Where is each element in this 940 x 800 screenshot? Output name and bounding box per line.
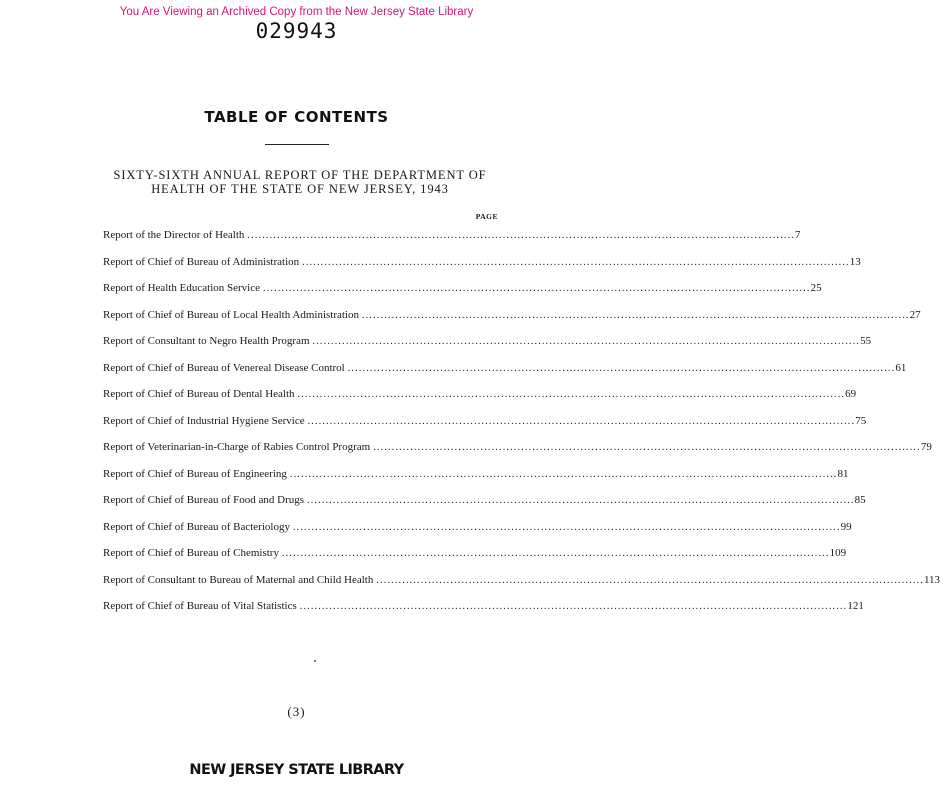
toc-entry (103, 328, 872, 355)
page-title: TABLE OF CONTENTS (204, 108, 389, 126)
toc-entry-page: 75 (855, 414, 867, 427)
toc-entry-label: Report of Chief of Bureau of Chemistry (103, 547, 279, 559)
toc-entry-label: Report of Veterinarian-in-Charge of Rabies Control Program (103, 441, 371, 453)
toc-entry (103, 461, 849, 488)
toc-entry-page: 13 (849, 255, 861, 268)
toc-entry (103, 355, 907, 382)
report-heading (95, 168, 505, 196)
toc-entry-page: 69 (845, 388, 857, 400)
toc-entry (103, 593, 864, 620)
accession-stamp: 029943 (255, 19, 338, 43)
dot-leader: .................................................................................................................................................... (373, 442, 921, 453)
toc-entry (103, 487, 866, 514)
toc-entry-page: 85 (854, 494, 866, 506)
dot-leader: .................................................................................................................................................... (247, 230, 796, 241)
toc-entry (103, 408, 867, 435)
dot-leader: .................................................................................................................................................... (362, 309, 910, 321)
dot-leader: .................................................................................................................................................... (307, 415, 856, 427)
dot-leader: .................................................................................................................................................... (302, 256, 850, 268)
toc-entry (103, 567, 940, 594)
toc-entry-label: Report of the Director of Health (103, 229, 245, 241)
toc-entry-page: 99 (840, 520, 852, 533)
dot-leader: .................................................................................................................................................... (292, 521, 841, 533)
title-divider (265, 144, 329, 145)
toc-entry-page: 61 (895, 361, 907, 374)
toc-entry-page: 55 (860, 335, 872, 347)
archive-banner: You Are Viewing an Archived Copy from the New Jersey State Library (119, 6, 474, 18)
toc-entry (103, 381, 857, 408)
scan-speck (314, 660, 316, 662)
toc-entry-page: 121 (847, 600, 864, 612)
toc-entry (103, 302, 921, 329)
dot-leader: .................................................................................................................................................... (263, 283, 811, 294)
toc-entry (103, 222, 801, 249)
dot-leader: .................................................................................................................................................... (281, 548, 830, 559)
toc-list (103, 222, 940, 620)
toc-entry-label: Report of Consultant to Negro Health Program (103, 335, 310, 347)
dot-leader: .................................................................................................................................................... (299, 601, 848, 612)
dot-leader: .................................................................................................................................................... (297, 389, 846, 400)
toc-entry-page: 27 (909, 308, 921, 321)
toc-entry-page: 113 (923, 573, 940, 586)
toc-entry-page: 25 (810, 282, 822, 294)
toc-entry-label: Report of Chief of Bureau of Food and Drugs (103, 494, 305, 506)
library-mark: NEW JERSEY STATE LIBRARY (189, 762, 404, 778)
toc-entry-page: 7 (795, 229, 801, 241)
dot-leader: .................................................................................................................................................... (376, 574, 924, 586)
toc-entry (103, 540, 847, 567)
toc-entry-label: Report of Chief of Bureau of Dental Health (103, 388, 295, 400)
dot-leader: .................................................................................................................................................... (347, 362, 896, 374)
toc-entry-label: Report of Chief of Bureau of Administration (103, 255, 300, 268)
toc-entry-page: 109 (829, 547, 847, 559)
dot-leader: .................................................................................................................................................... (312, 336, 861, 347)
toc-entry-label: Report of Chief of Bureau of Bacteriology (103, 520, 290, 533)
dot-leader: .................................................................................................................................................... (289, 468, 838, 480)
page-column-label: PAGE (475, 212, 498, 221)
toc-entry (103, 275, 822, 302)
toc-entry-label: Report of Chief of Industrial Hygiene Service (103, 414, 305, 427)
report-heading-line-1: SIXTY-SIXTH ANNUAL REPORT OF THE DEPARTMENT OF (113, 168, 487, 182)
toc-entry-label: Report of Consultant to Bureau of Maternal and Child Health (103, 573, 374, 586)
toc-entry (103, 249, 861, 276)
toc-entry-page: 81 (837, 467, 849, 480)
report-heading-line-2: HEALTH OF THE STATE OF NEW JERSEY, 1943 (151, 182, 449, 196)
toc-entry (103, 514, 852, 541)
toc-entry-label: Report of Health Education Service (103, 282, 261, 294)
page-number: (3) (287, 704, 306, 719)
toc-entry-label: Report of Chief of Bureau of Engineering (103, 467, 287, 480)
toc-entry-page: 79 (920, 441, 932, 453)
toc-entry-label: Report of Chief of Bureau of Local Health Administration (103, 308, 359, 321)
dot-leader: .................................................................................................................................................... (307, 495, 855, 506)
toc-entry-label: Report of Chief of Bureau of Venereal Disease Control (103, 361, 345, 374)
toc-entry (103, 434, 932, 461)
toc-entry-label: Report of Chief of Bureau of Vital Statistics (103, 600, 297, 612)
